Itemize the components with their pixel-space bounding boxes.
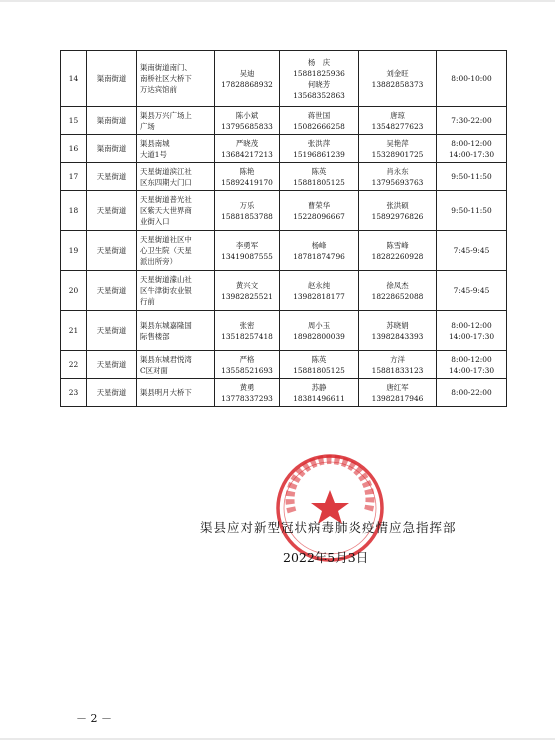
- street-cell: 天星街道: [87, 231, 137, 271]
- cell-line: 区牛津街农业银: [140, 286, 192, 295]
- row-number-cell: 20: [61, 271, 87, 311]
- cell-line: 李勇军: [235, 240, 259, 250]
- address-cell: [137, 191, 215, 231]
- cell-line: 15881833123: [371, 365, 424, 375]
- cell-line: 13982818177: [293, 291, 345, 301]
- cell-line: 13568352863: [293, 90, 345, 100]
- cell-line: 苏静: [311, 382, 327, 392]
- row-number-cell: 18: [61, 191, 87, 231]
- table-row: [61, 135, 507, 163]
- cell-line: 13419087555: [221, 251, 273, 261]
- contact-3-cell: [359, 51, 437, 107]
- table-row: [61, 351, 507, 379]
- cell-line: 陈艳: [239, 166, 255, 176]
- contact-1-cell: [215, 135, 280, 163]
- cell-line: 13518257418: [221, 331, 273, 341]
- cell-line: 14:00-17:30: [448, 365, 495, 375]
- cell-line: 13684217213: [221, 149, 273, 159]
- cell-line: C区对面: [140, 365, 168, 375]
- page-number: － 2 －: [76, 712, 112, 725]
- cell-line: 15881853788: [221, 211, 273, 221]
- row-number-cell: 21: [61, 311, 87, 351]
- cell-line: 18781874796: [293, 251, 345, 261]
- cell-line: 广场: [140, 121, 155, 131]
- cell-line: 17828868932: [221, 79, 273, 89]
- cell-line: 区东四期大门口: [140, 177, 192, 187]
- contact-3-cell: [359, 135, 437, 163]
- contact-2-cell: [280, 311, 359, 351]
- address-cell: [137, 51, 215, 107]
- cell-line: 区紫天大世界商: [140, 206, 192, 215]
- contact-3-cell: [359, 191, 437, 231]
- cell-line: 何晓芳: [307, 79, 331, 89]
- cell-line: 13795685833: [221, 121, 273, 131]
- cell-line: 13548277623: [371, 121, 424, 131]
- cell-line: 方洋: [390, 354, 405, 364]
- contact-2-cell: [280, 351, 359, 379]
- time-cell: [437, 311, 507, 351]
- cell-line: 渠县南城: [140, 138, 170, 148]
- cell-line: 渠南街道南门、: [140, 63, 192, 72]
- cell-line: 15881805125: [293, 177, 345, 187]
- cell-line: 严格: [239, 354, 255, 364]
- cell-line: 陈小斌: [235, 110, 259, 120]
- street-cell: 渠南街道: [87, 135, 137, 163]
- cell-line: 际售楼部: [140, 331, 170, 341]
- street-cell: 天星街道: [87, 271, 137, 311]
- row-number-cell: 15: [61, 107, 87, 135]
- cell-line: 唐琼: [390, 110, 405, 120]
- cell-line: 肖永东: [386, 166, 409, 176]
- contact-3-cell: [359, 231, 437, 271]
- cell-line: 13982825521: [221, 291, 273, 301]
- time-cell: [437, 379, 507, 407]
- contact-3-cell: [359, 351, 437, 379]
- cell-line: 15082666258: [293, 121, 345, 131]
- contact-2-cell: [280, 231, 359, 271]
- cell-line: 派出所旁）: [140, 257, 177, 266]
- cell-line: 14:00-17:30: [448, 331, 495, 341]
- address-cell: [137, 107, 215, 135]
- street-cell: 渠南街道: [87, 107, 137, 135]
- cell-line: 13778337293: [221, 393, 273, 403]
- page-top-edge: [0, 0, 555, 2]
- contact-2-cell: [280, 107, 359, 135]
- cell-line: 天星街道滨江社: [140, 166, 192, 176]
- time-cell: [437, 351, 507, 379]
- contact-2-cell: [280, 135, 359, 163]
- cell-line: 陈英: [311, 166, 327, 176]
- row-number-cell: 22: [61, 351, 87, 379]
- contact-2-cell: [280, 379, 359, 407]
- cell-line: 陈英: [311, 354, 327, 364]
- time-cell: [437, 191, 507, 231]
- cell-line: 渠县万兴广场上: [140, 110, 192, 120]
- cell-line: 张洪硕: [386, 200, 409, 210]
- cell-line: 7:45-9:45: [453, 286, 490, 295]
- cell-line: 9:50-11:50: [451, 206, 492, 215]
- cell-line: 渠县东城君悦湾: [140, 354, 192, 364]
- contact-3-cell: [359, 107, 437, 135]
- cell-line: 大道1号: [140, 149, 167, 159]
- row-number-cell: 14: [61, 51, 87, 107]
- cell-line: 14:00-17:30: [448, 149, 495, 159]
- street-cell: 天星街道: [87, 311, 137, 351]
- cell-line: 万达宾馆前: [140, 85, 177, 94]
- cell-line: 15892419170: [221, 177, 273, 187]
- time-cell: [437, 135, 507, 163]
- issuing-authority: 渠县应对新型冠状病毒肺炎疫情应急指挥部: [200, 520, 457, 535]
- cell-line: 7:45-9:45: [453, 246, 490, 255]
- street-cell: 天星街道: [87, 163, 137, 191]
- row-number-cell: 16: [61, 135, 87, 163]
- cell-line: 徐凤杰: [386, 280, 409, 290]
- street-cell: 渠南街道: [87, 51, 137, 107]
- cell-line: 杨 庆: [307, 57, 331, 67]
- time-cell: [437, 163, 507, 191]
- cell-line: 曹荣华: [307, 200, 331, 210]
- cell-line: 8:00-22:00: [451, 388, 492, 397]
- cell-line: 8:00-12:00: [451, 320, 492, 330]
- cell-line: 18982800039: [293, 331, 345, 341]
- cell-line: 业街入口: [140, 217, 170, 226]
- row-number-cell: 23: [61, 379, 87, 407]
- cell-line: 吴迪: [239, 68, 255, 78]
- cell-line: 赵永纯: [307, 280, 331, 290]
- contact-3-cell: [359, 163, 437, 191]
- cell-line: 张密: [239, 320, 255, 330]
- cell-line: 南桥社区大桥下: [140, 74, 192, 83]
- cell-line: 天星街道社区中: [140, 235, 192, 244]
- row-number-cell: 19: [61, 231, 87, 271]
- cell-line: 13982843393: [371, 331, 424, 341]
- contact-1-cell: [215, 231, 280, 271]
- address-cell: [137, 231, 215, 271]
- cell-line: 8:00-10:00: [451, 74, 492, 83]
- cell-line: 天星街道普光社: [140, 195, 192, 204]
- contact-1-cell: [215, 191, 280, 231]
- cell-line: 心卫生院（天星: [140, 246, 192, 255]
- address-cell: [137, 311, 215, 351]
- contact-1-cell: [215, 271, 280, 311]
- cell-line: 行前: [140, 297, 155, 306]
- cell-line: 15881825936: [293, 68, 345, 78]
- contact-1-cell: [215, 51, 280, 107]
- contact-3-cell: [359, 311, 437, 351]
- address-cell: [137, 351, 215, 379]
- address-cell: [137, 271, 215, 311]
- issue-date: 2022年5月3日: [283, 550, 369, 565]
- row-number-cell: 17: [61, 163, 87, 191]
- cell-line: 渠县明月大桥下: [140, 388, 192, 397]
- cell-line: 13882858373: [371, 79, 424, 89]
- cell-line: 渠县东城嘉隆国: [140, 320, 192, 330]
- time-cell: [437, 231, 507, 271]
- table-row: [61, 231, 507, 271]
- cell-line: 万乐: [239, 200, 255, 210]
- street-cell: 天星街道: [87, 379, 137, 407]
- cell-line: 9:50-11:50: [451, 172, 492, 181]
- table-row: [61, 271, 507, 311]
- contact-1-cell: [215, 351, 280, 379]
- contact-1-cell: [215, 311, 280, 351]
- table-row: [61, 107, 507, 135]
- cell-line: 15328901725: [371, 149, 424, 159]
- cell-line: 18228652088: [371, 291, 424, 301]
- cell-line: 刘金旺: [386, 68, 409, 78]
- cell-line: 13558521693: [221, 365, 273, 375]
- cell-line: 严晓茂: [235, 138, 259, 148]
- time-cell: [437, 51, 507, 107]
- contact-2-cell: [280, 191, 359, 231]
- time-cell: [437, 271, 507, 311]
- cell-line: 15892976826: [371, 211, 424, 221]
- cell-line: 7:30-22:00: [451, 116, 492, 125]
- cell-line: 天星街道濛山社: [140, 275, 192, 284]
- contact-3-cell: [359, 379, 437, 407]
- cell-line: 18282260928: [371, 251, 424, 261]
- table-row: [61, 51, 507, 107]
- cell-line: 15196861239: [293, 149, 345, 159]
- street-cell: 天星街道: [87, 191, 137, 231]
- address-cell: [137, 163, 215, 191]
- time-cell: [437, 107, 507, 135]
- cell-line: 8:00-12:00: [451, 354, 492, 364]
- contact-3-cell: [359, 271, 437, 311]
- cell-line: 杨峰: [311, 240, 327, 250]
- testing-sites-table: [60, 50, 507, 407]
- table-row: [61, 379, 507, 407]
- cell-line: 8:00-12:00: [451, 138, 492, 148]
- cell-line: 张洪萍: [307, 138, 331, 148]
- cell-line: 黄兴文: [235, 280, 259, 290]
- table-row: [61, 191, 507, 231]
- address-cell: [137, 135, 215, 163]
- cell-line: 18381496611: [293, 393, 345, 403]
- cell-line: 13795693763: [371, 177, 424, 187]
- table-row: [61, 163, 507, 191]
- contact-2-cell: [280, 271, 359, 311]
- cell-line: 吴艳萍: [386, 138, 409, 148]
- cell-line: 15228096667: [293, 211, 345, 221]
- contact-1-cell: [215, 163, 280, 191]
- table-row: [61, 311, 507, 351]
- contact-2-cell: [280, 51, 359, 107]
- cell-line: 15881805125: [293, 365, 345, 375]
- contact-1-cell: [215, 107, 280, 135]
- street-cell: 天星街道: [87, 351, 137, 379]
- contact-1-cell: [215, 379, 280, 407]
- cell-line: 周小玉: [307, 320, 331, 330]
- cell-line: 蒋世国: [307, 110, 331, 120]
- cell-line: 黄勇: [239, 382, 255, 392]
- cell-line: 陈雪峰: [386, 240, 409, 250]
- contact-2-cell: [280, 163, 359, 191]
- cell-line: 唐红军: [386, 382, 409, 392]
- address-cell: [137, 379, 215, 407]
- cell-line: 苏晓娟: [386, 320, 409, 330]
- cell-line: 13982817946: [371, 393, 424, 403]
